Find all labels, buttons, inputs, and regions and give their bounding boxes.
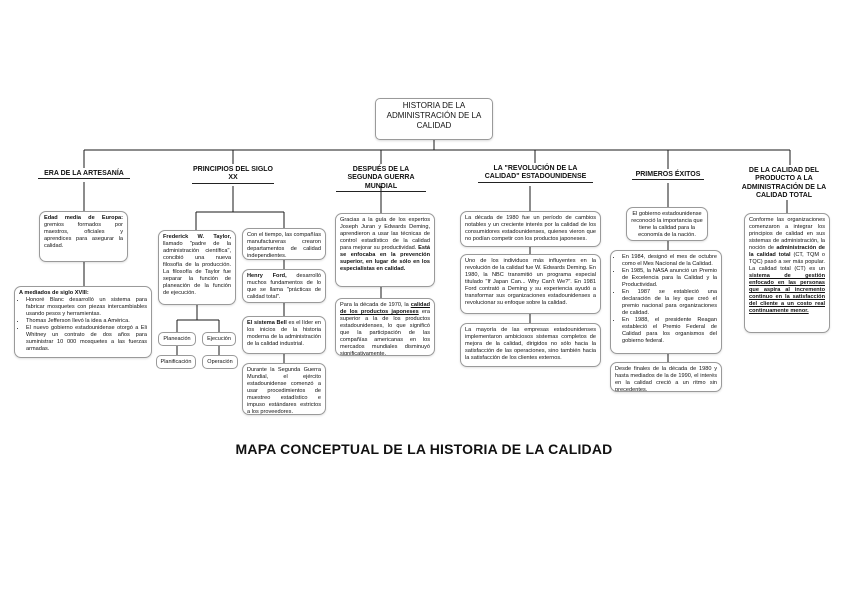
node-decada-1970: Para la década de 1970, la calidad de los productos japoneses era superior a la de los productos estadounidenses, lo que significó que la participación de las compañías americanas en los mercados mundiales disminuyó significativamente. xyxy=(335,298,435,356)
node-departamentos: Con el tiempo, las compañías manufactureras crearon departamentos de calidad independientes. xyxy=(242,228,326,260)
branch-title-artesania: ERA DE LA ARTESANÍA xyxy=(38,170,130,179)
branch-title-calidad-total: DE LA CALIDAD DEL PRODUCTO A LA ADMINISTRACIÓN DE LA CALIDAD TOTAL xyxy=(741,167,827,200)
node-decada-1980: La década de 1980 fue un período de cambios notables y un creciente interés por la calidad de los consumidores estadounidenses, quienes vieron que no podían competir con los productos japoneses. xyxy=(460,211,601,247)
root-node: HISTORIA DE LA ADMINISTRACIÓN DE LA CALIDAD xyxy=(375,98,493,140)
tag-planeacion: Planeación xyxy=(158,332,196,346)
node-siglo-xviii: A mediados de siglo XVIII: • Honoré Blanc desarrolló un sistema para fabricar mosquetes con piezas intercambiables usando pesos y herramientas. • Thomas Jefferson llevó la idea a América. • El nuevo gobierno estadounidense otorgó a Eli Whitney un contrato de dos años para suministrar 10 000 mosquetes a las fuerzas armadas. xyxy=(14,286,152,358)
node-premios: • En 1984, designó el mes de octubre como el Mes Nacional de la Calidad. • En 1985, la NASA anunció un Premio de Excelencia para la Calidad y la Productividad. • En 1987 se estableció una declaración de la ley que creó el premio nacional para organizaciones de calidad. • En 1988, el presidente Reagan estableció el Premio Federal de Calidad para los organismos del gobierno federal. xyxy=(610,250,722,354)
tag-ejecucion: Ejecución xyxy=(202,332,236,346)
node-gobierno-reconoce: El gobierno estadounidense reconoció la importancia que tiene la calidad para la economía de la nación. xyxy=(626,207,708,241)
diagram-caption: MAPA CONCEPTUAL DE LA HISTORIA DE LA CALIDAD xyxy=(235,441,613,457)
branch-title-siglo-xx: PRINCIPIOS DEL SIGLO XX xyxy=(192,166,274,184)
node-taylor: Frederick W. Taylor, llamado "padre de la administración científica", concibió una nueva filosofía de la producción. La filosofía de Taylor fue separar la función de planeación de la función de ejecución. xyxy=(158,230,236,305)
node-calidad-total: Conforme las organizaciones comenzaron a integrar los principios de calidad en sus sistemas de administración, la noción de administración de la calidad total (CT, TQM o TQC) pasó a ser más popular. La calidad total (CT) es un sistema de gestión enfocado en las personas que aspira al incremento continuo en la satisfacción del cliente a un costo real continuamente menor. xyxy=(744,213,830,333)
node-segunda-guerra-muestreo: Durante la Segunda Guerra Mundial, el ejército estadounidense comenzó a usar procedimientos de muestreo estadístico e impuso estándares estrictos a los proveedores. xyxy=(242,363,326,415)
tag-planificacion: Planificación xyxy=(156,355,196,369)
branch-title-primeros-exitos: PRIMEROS ÉXITOS xyxy=(632,171,704,180)
node-ford: Henry Ford, desarrolló muchos fundamentos de lo que se llama "prácticas de calidad total". xyxy=(242,269,326,303)
node-juran-deming: Gracias a la guía de los expertos Joseph Juran y Edwards Deming, aprendieron a usar las técnicas de control estadístico de la calidad para mejorar su productividad. Está se enfocaba en la prevención superior, en lugar de sólo en los especialistas en calidad. xyxy=(335,213,435,287)
branch-title-segunda-guerra: DESPUÉS DE LA SEGUNDA GUERRA MUNDIAL xyxy=(336,166,426,192)
node-deming: Uno de los individuos más influyentes en la revolución de la calidad fue W. Edwards Deming. En 1980, la NBC transmitió un programa especial titulado "If Japan Can... Why Can't We?". En 1981 Ford contrató a Deming y su experiencia ayudó a transformar sus organizaciones estadounidenses a revolucionar su enfoque sobre la calidad. xyxy=(460,254,601,314)
tag-operacion: Operación xyxy=(202,355,238,369)
node-edad-media: Edad media de Europa: gremios formados por maestros, oficiales y aprendices para asegurar la calidad. xyxy=(39,211,128,262)
node-sistemas-mejora: La mayoría de las empresas estadounidenses implementaron ambiciosos sistemas completos de mejora de la calidad, dirigidos no sólo hacia la satisfacción de las operaciones, sino también hacia la satisfacción de los clientes externos. xyxy=(460,323,601,367)
branch-title-revolucion: LA "REVOLUCIÓN DE LA CALIDAD" ESTADOUNIDENSE xyxy=(478,165,593,183)
node-bell: El sistema Bell es el líder en los inicios de la historia moderna de la administración de la calidad industrial. xyxy=(242,316,326,354)
node-interes-creciente: Desde finales de la década de 1980 y hasta mediados de la de 1990, el interés en la calidad creció a un ritmo sin precedentes. xyxy=(610,362,722,392)
